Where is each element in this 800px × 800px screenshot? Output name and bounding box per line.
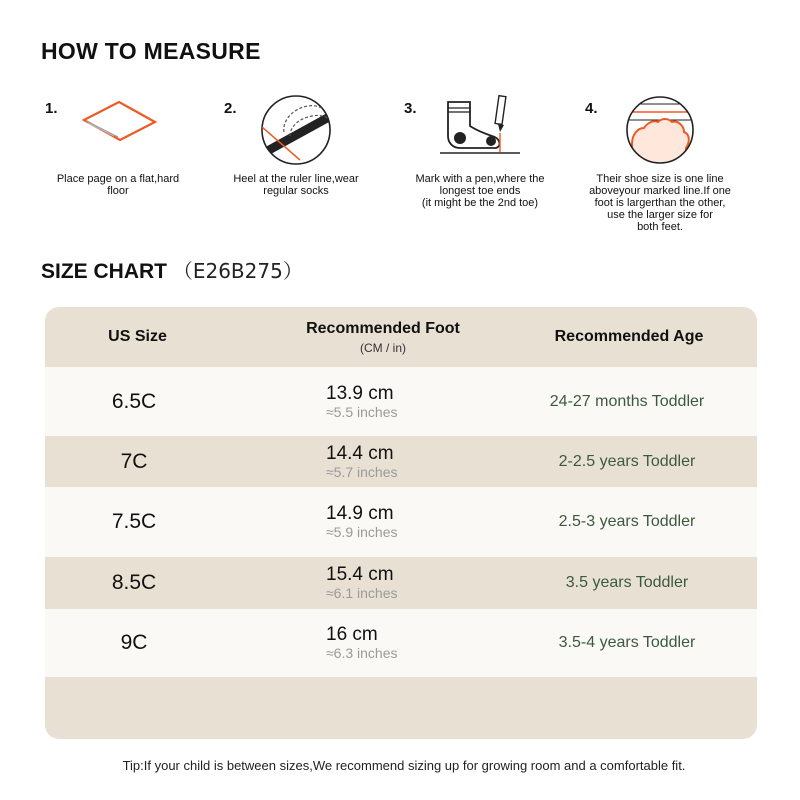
- foot-length-cell: [326, 367, 398, 436]
- how-to-measure-title: HOW TO MEASURE: [41, 38, 261, 64]
- sock-and-pen-icon: [436, 92, 526, 162]
- foot-length-cm: 13.9 cm: [326, 382, 394, 404]
- measure-step-4: [580, 92, 760, 242]
- foot-length-cm: 16 cm: [326, 624, 378, 645]
- size-chart-table: [45, 307, 757, 739]
- size-chart-title-text: SIZE CHART: [41, 260, 167, 283]
- step-text: Place page on a flat,hard floor: [56, 173, 180, 197]
- header-us-size: [45, 307, 230, 367]
- size-cell: 7C: [120, 449, 148, 473]
- foot-length-inches: ≈6.3 inches: [326, 645, 398, 661]
- measure-step-1: [38, 92, 218, 242]
- measure-step-2: [218, 92, 398, 242]
- table-header: [45, 307, 757, 367]
- foot-length-cm: 14.4 cm: [326, 442, 394, 464]
- product-code: （E26B275）: [172, 259, 303, 283]
- size-chart-title: [41, 255, 303, 284]
- age-cell: 3.5-4 years Toddler: [558, 634, 696, 651]
- foot-length-inches: ≈6.1 inches: [326, 585, 398, 601]
- header-label: Recommended Age: [554, 328, 704, 345]
- step-text: Mark with a pen,where the longest toe ends (it might be the 2nd toe): [415, 173, 545, 209]
- step-text: Heel at the ruler line,wear regular socks: [233, 173, 359, 197]
- header-recommended-age: [520, 307, 738, 367]
- measure-step-3: [400, 92, 580, 242]
- table-row: [45, 487, 757, 557]
- foot-length-cell: [326, 557, 398, 609]
- age-cell: 3.5 years Toddler: [565, 574, 689, 591]
- age-cell: 2.5-3 years Toddler: [558, 513, 696, 530]
- header-label: Recommended Foot: [306, 319, 460, 337]
- measure-steps: [0, 92, 800, 242]
- step-number: 4.: [585, 100, 598, 117]
- foot-length-cell: [326, 609, 398, 677]
- table-row: [45, 367, 757, 436]
- header-label: US Size: [108, 328, 167, 345]
- size-cell: 9C: [120, 631, 148, 654]
- age-cell: 24-27 months Toddler: [549, 392, 705, 410]
- foot-length-inches: ≈5.5 inches: [326, 403, 398, 420]
- size-cell: 7.5C: [111, 510, 157, 533]
- size-cell: 8.5C: [111, 571, 157, 594]
- step-number: 1.: [45, 100, 58, 117]
- foot-length-cm: 15.4 cm: [326, 564, 394, 585]
- foot-length-cell: [326, 487, 398, 557]
- step-text: Their shoe size is one line aboveyour marked line.If one foot is largerthan the other, use the larger size for both feet.: [589, 173, 731, 233]
- step-number: 2.: [224, 100, 237, 117]
- table-row: [45, 436, 757, 487]
- heel-at-ruler-line-icon: [260, 92, 340, 167]
- step-number: 3.: [404, 100, 417, 117]
- table-row: [45, 557, 757, 609]
- foot-length-inches: ≈5.7 inches: [326, 463, 398, 480]
- foot-length-inches: ≈5.9 inches: [326, 524, 398, 540]
- paper-on-floor-icon: [78, 92, 158, 152]
- table-row: [45, 609, 757, 677]
- sizing-tip: Tip:If your child is between sizes,We recommend sizing up for growing room and a comfortable fit.: [122, 758, 686, 773]
- age-cell: 2-2.5 years Toddler: [558, 452, 696, 470]
- foot-length-cell: [326, 436, 398, 487]
- foot-lines-icon: [622, 92, 698, 168]
- size-cell: 6.5C: [111, 389, 157, 413]
- foot-length-cm: 14.9 cm: [326, 503, 394, 524]
- header-recommended-foot: [283, 307, 483, 367]
- header-unit-label: (CM / in): [360, 340, 406, 355]
